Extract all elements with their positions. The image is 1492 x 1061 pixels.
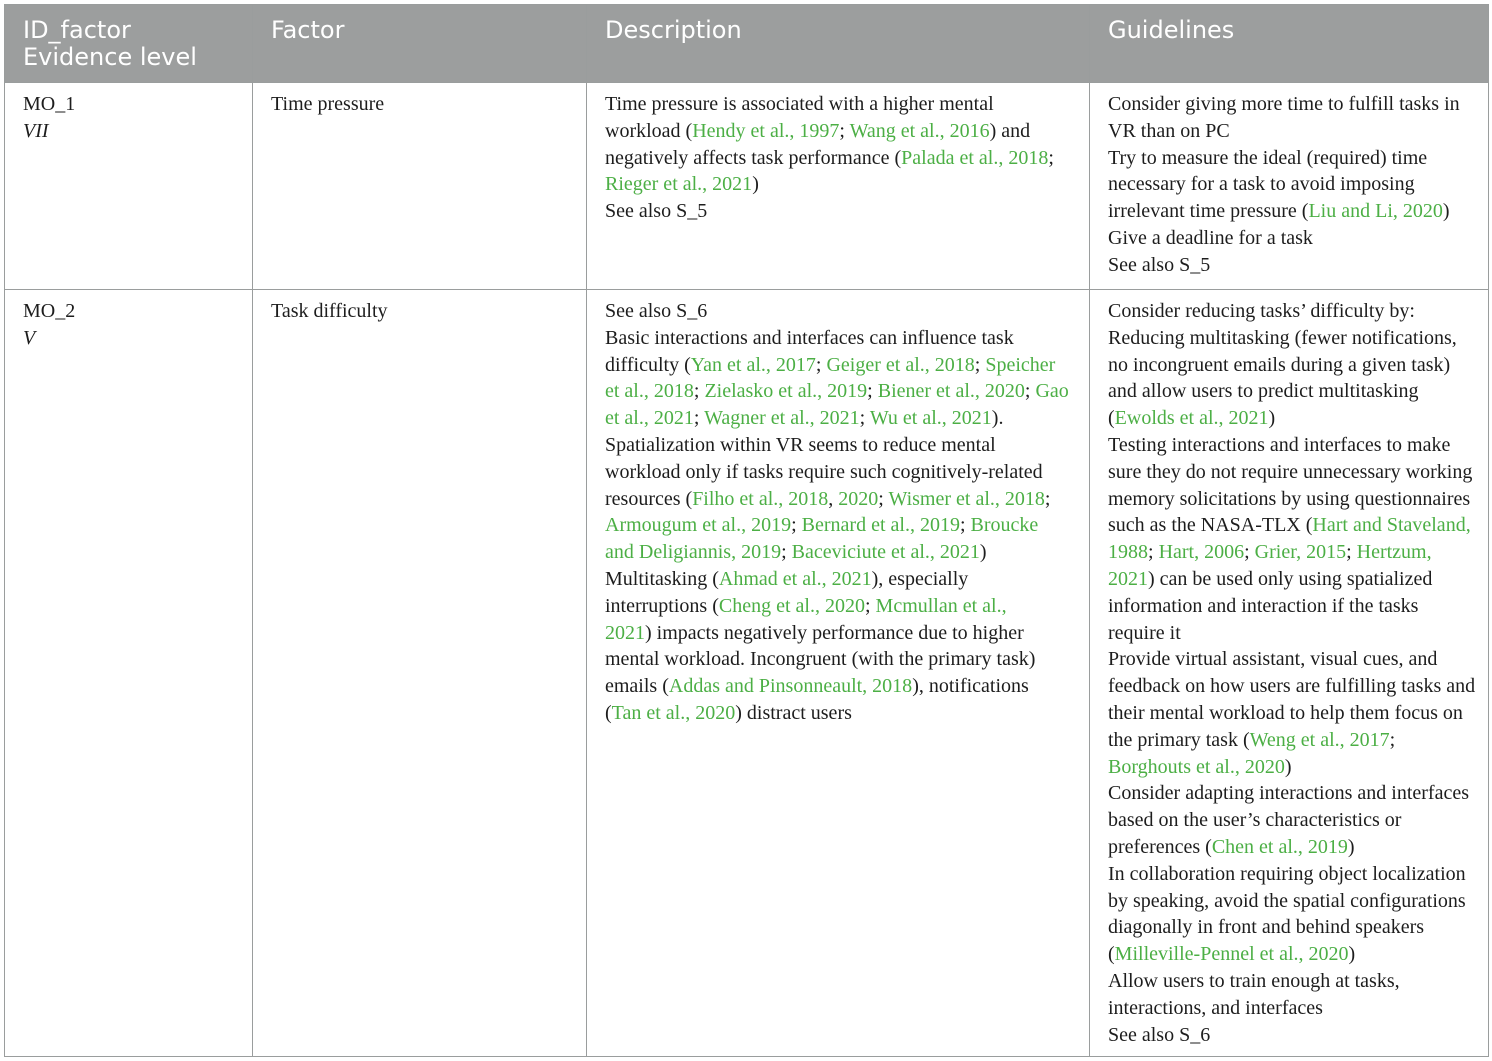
text-segment: necessary for a task to avoid imposing (1108, 173, 1415, 196)
reference-link[interactable]: Bernard et al., 2019 (801, 514, 960, 537)
reference-link[interactable]: Liu and Li, 2020 (1308, 200, 1443, 223)
reference-link[interactable]: Hart, 2006 (1158, 541, 1245, 564)
text-line (605, 325, 1085, 352)
text-segment: ; (693, 380, 705, 403)
reference-link[interactable]: et al., 2018 (605, 380, 694, 403)
reference-link[interactable]: Biener et al., 2020 (877, 380, 1025, 403)
text-line (1108, 807, 1484, 834)
text-segment: Testing interactions and interfaces to make (1108, 433, 1451, 456)
text-segment: See also S_6 (1108, 1023, 1211, 1046)
text-segment: such as the NASA-TLX ( (1108, 514, 1313, 537)
text-line (605, 566, 1085, 593)
text-segment: Spatialization within VR seems to reduce mental (605, 433, 996, 456)
text-segment: information and interaction if the tasks (1108, 594, 1419, 617)
text-line (605, 673, 1085, 700)
header-id-label: ID_factor (23, 16, 131, 44)
text-segment: ; (1048, 146, 1054, 169)
text-line (605, 620, 1085, 647)
text-line (605, 700, 1085, 727)
text-segment: Provide virtual assistant, visual cues, and (1108, 648, 1438, 671)
text-line (1108, 968, 1484, 995)
table-row (5, 290, 1489, 1057)
text-segment: ; (781, 541, 792, 564)
reference-link[interactable]: Wismer et al., 2018 (888, 487, 1045, 510)
text-segment: ; (1024, 380, 1036, 403)
text-line (1108, 727, 1484, 754)
reference-link[interactable]: Wagner et al., 2021 (704, 407, 860, 430)
reference-link[interactable]: et al., 2021 (605, 407, 694, 430)
guidelines-cell (1090, 290, 1489, 1057)
text-segment: ; (791, 514, 802, 537)
text-segment: Consider reducing tasks’ difficulty by: (1108, 300, 1415, 322)
text-segment: sure they do not require unnecessary working (1108, 460, 1473, 483)
text-segment: Try to measure the ideal (required) time (1108, 146, 1428, 169)
text-line (1108, 298, 1484, 325)
text-line (1108, 225, 1484, 252)
text-segment: VR than on PC (1108, 119, 1230, 142)
text-segment: the primary task ( (1108, 728, 1250, 751)
text-segment: workload ( (605, 119, 693, 142)
table-row (5, 83, 1489, 290)
id-cell (5, 290, 253, 1057)
text-line (1108, 593, 1484, 620)
header-description: Description (587, 5, 1090, 83)
text-line (1108, 325, 1484, 352)
header-id-evidence (5, 5, 253, 83)
text-segment: ; (1148, 541, 1159, 564)
header-row (5, 5, 1489, 83)
text-line (1108, 118, 1484, 145)
reference-link[interactable]: Chen et al., 2019 (1211, 835, 1348, 858)
text-segment: their mental workload to help them focus on (1108, 701, 1463, 724)
reference-link[interactable]: 2021 (1108, 567, 1148, 590)
text-segment: workload only if tasks require such cognitively-related (605, 460, 1043, 483)
text-segment: Basic interactions and interfaces can influence task (605, 326, 1014, 349)
text-segment: based on the user’s characteristics or (1108, 809, 1402, 832)
reference-link[interactable]: Wu et al., 2021 (869, 407, 992, 430)
reference-link[interactable]: Hendy et al., 1997 (692, 119, 840, 142)
text-segment: ; (867, 380, 878, 403)
reference-link[interactable]: 2021 (605, 621, 645, 644)
text-segment: Consider adapting interactions and interfaces (1108, 782, 1469, 805)
reference-link[interactable]: Milleville-Pennel et al., 2020 (1114, 943, 1349, 966)
text-segment: See also S_5 (605, 200, 708, 223)
text-segment: ; (1244, 541, 1255, 564)
text-line (605, 298, 1085, 325)
header-factor: Factor (253, 5, 587, 83)
text-segment: Consider giving more time to fulfill tasks in (1108, 93, 1460, 115)
reference-link[interactable]: Armougum et al., 2019 (605, 514, 792, 537)
reference-link[interactable]: Ahmad et al., 2021 (718, 567, 872, 590)
text-segment: ), especially (871, 567, 969, 590)
text-segment: ( (1108, 943, 1115, 966)
id-cell (5, 83, 253, 290)
text-line (1108, 432, 1484, 459)
text-line (1108, 620, 1484, 647)
reference-link[interactable]: Speicher (985, 353, 1056, 376)
text-line (605, 91, 1085, 118)
reference-link[interactable]: Zielasko et al., 2019 (704, 380, 868, 403)
reference-link[interactable]: Hertzum, (1356, 541, 1432, 564)
reference-link[interactable]: Mcmullan et al., (875, 594, 1007, 617)
text-segment: ), notifications (912, 675, 1029, 698)
text-segment: ) can be used only using spatialized (1148, 567, 1433, 590)
text-segment: ; (693, 407, 705, 430)
reference-link[interactable]: Wang et al., 2016 (849, 119, 990, 142)
text-line (1108, 941, 1484, 968)
reference-link[interactable]: Rieger et al., 2021 (605, 173, 753, 196)
text-line (1108, 646, 1484, 673)
text-segment: ) (1284, 755, 1292, 778)
factor-cell: Time pressure (253, 83, 587, 290)
text-segment: ; (1389, 728, 1396, 751)
text-line (1108, 512, 1484, 539)
text-segment: ; (864, 594, 876, 617)
text-line (1108, 171, 1484, 198)
text-line (1108, 486, 1484, 513)
description-cell (587, 290, 1090, 1057)
text-line (1108, 252, 1484, 279)
text-line (605, 459, 1085, 486)
text-segment: ) (752, 173, 759, 196)
text-segment: ; (815, 353, 827, 376)
text-segment: See also S_6 (605, 300, 708, 322)
text-segment: irrelevant time pressure ( (1108, 200, 1309, 223)
text-segment: ( (1108, 407, 1115, 430)
text-line (1108, 888, 1484, 915)
text-line (1108, 834, 1484, 861)
text-segment: interruptions ( (605, 594, 719, 617)
text-segment: Multitasking ( (605, 567, 719, 590)
factor-id: MO_1 (23, 93, 76, 115)
text-segment: Allow users to train enough at tasks, (1108, 969, 1400, 992)
reference-link[interactable]: Yan et al., 2017 (690, 353, 816, 376)
text-segment: resources ( (605, 487, 693, 510)
text-line (605, 171, 1085, 198)
factor-cell: Task difficulty (253, 290, 587, 1057)
text-line (1108, 405, 1484, 432)
text-line (1108, 995, 1484, 1022)
reference-link[interactable]: 1988 (1108, 541, 1148, 564)
text-segment: , (828, 487, 839, 510)
reference-link[interactable]: Borghouts et al., 2020 (1108, 755, 1285, 778)
reference-link[interactable]: Weng et al., 2017 (1249, 728, 1390, 751)
text-line (605, 432, 1085, 459)
evidence-level: VII (23, 119, 49, 142)
text-line (1108, 780, 1484, 807)
text-segment: difficulty ( (605, 353, 691, 376)
text-segment: memory solicitations by using questionnaires (1108, 487, 1471, 510)
text-line (1108, 914, 1484, 941)
text-line (1108, 673, 1484, 700)
reference-link[interactable]: Baceviciute et al., 2021 (791, 541, 980, 564)
text-segment: ) impacts negatively performance due to higher (645, 621, 1024, 644)
text-segment: negatively affects task performance ( (605, 146, 902, 169)
text-segment: ) (1347, 835, 1355, 858)
reference-link[interactable]: Ewolds et al., 2021 (1114, 407, 1269, 430)
text-segment: no incongruent emails during a given task) (1108, 353, 1451, 376)
text-line (605, 378, 1085, 405)
reference-link[interactable]: Geiger et al., 2018 (826, 353, 975, 376)
text-segment: ) (1268, 407, 1276, 430)
text-line (1108, 352, 1484, 379)
text-segment: ; (1346, 541, 1357, 564)
text-segment: ; (839, 119, 850, 142)
header-guidelines: Guidelines (1090, 5, 1489, 83)
text-line (605, 593, 1085, 620)
text-segment: and allow users to predict multitasking (1108, 380, 1419, 403)
text-segment: ). (991, 407, 1004, 430)
text-segment: In collaboration requiring object localization (1108, 862, 1466, 885)
reference-link[interactable]: Grier, 2015 (1254, 541, 1347, 564)
text-segment: Reducing multitasking (fewer notifications, (1108, 326, 1457, 349)
text-segment: by speaking, avoid the spatial configurations (1108, 889, 1466, 912)
text-segment: ) and (989, 119, 1031, 142)
text-line (1108, 459, 1484, 486)
text-segment: require it (1108, 621, 1181, 644)
reference-link[interactable]: Cheng et al., 2020 (718, 594, 865, 617)
factors-table (4, 4, 1489, 1057)
text-segment: ; (859, 407, 870, 430)
text-line (1108, 861, 1484, 888)
text-segment: ) distract users (735, 701, 852, 724)
text-segment: emails ( (605, 675, 669, 698)
text-segment: ) (1442, 200, 1450, 223)
text-line (605, 118, 1085, 145)
text-segment: See also S_5 (1108, 253, 1211, 276)
text-segment: ; (878, 487, 889, 510)
text-line (1108, 566, 1484, 593)
text-line (1108, 754, 1484, 781)
text-line (605, 646, 1085, 673)
text-segment: ( (605, 701, 612, 724)
text-line (605, 486, 1085, 513)
factor-id: MO_2 (23, 300, 76, 322)
text-segment: ) (979, 541, 987, 564)
text-line (1108, 539, 1484, 566)
text-line (605, 512, 1085, 539)
text-segment: ; (1044, 487, 1051, 510)
text-line (605, 352, 1085, 379)
text-line (1108, 1022, 1484, 1049)
header-evidence-label: Evidence level (23, 43, 197, 71)
reference-link[interactable]: Tan et al., 2020 (611, 701, 736, 724)
text-line (605, 539, 1085, 566)
text-segment: ; (959, 514, 971, 537)
guidelines-cell (1090, 83, 1489, 290)
text-line (605, 198, 1085, 225)
evidence-level: V (23, 326, 36, 349)
text-line (1108, 145, 1484, 172)
text-segment: Time pressure is associated with a higher mental (605, 93, 994, 115)
reference-link[interactable]: and Deligiannis, 2019 (605, 541, 782, 564)
reference-link[interactable]: Palada et al., 2018 (901, 146, 1049, 169)
reference-link[interactable]: Filho et al., 2018 (692, 487, 829, 510)
reference-link[interactable]: Gao (1035, 380, 1069, 403)
text-segment: ) (1348, 943, 1356, 966)
text-segment: ; (974, 353, 986, 376)
text-line (1108, 91, 1484, 118)
text-line (605, 145, 1085, 172)
reference-link[interactable]: Broucke (970, 514, 1039, 537)
reference-link[interactable]: Addas and Pinsonneault, 2018 (668, 675, 913, 698)
reference-link[interactable]: Hart and Staveland, (1312, 514, 1471, 537)
text-line (1108, 700, 1484, 727)
text-segment: mental workload. Incongruent (with the primary task) (605, 648, 1036, 671)
reference-link[interactable]: 2020 (838, 487, 879, 510)
text-segment: preferences ( (1108, 835, 1212, 858)
text-segment: interactions, and interfaces (1108, 996, 1323, 1019)
text-line (605, 405, 1085, 432)
text-line (1108, 198, 1484, 225)
text-segment: feedback on how users are fulfilling tasks and (1108, 675, 1476, 698)
description-cell (587, 83, 1090, 290)
text-line (1108, 378, 1484, 405)
text-segment: diagonally in front and behind speakers (1108, 916, 1425, 939)
text-segment: Give a deadline for a task (1108, 226, 1313, 249)
